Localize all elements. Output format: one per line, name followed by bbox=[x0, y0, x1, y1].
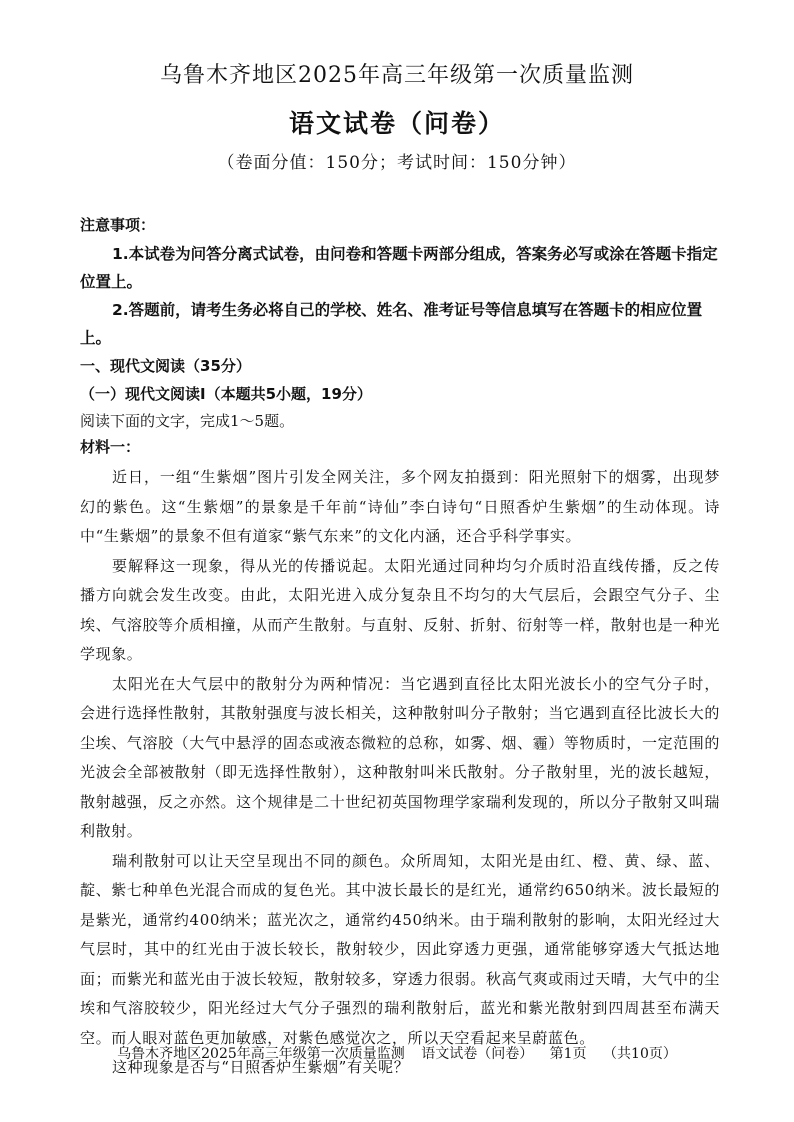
exam-title: 乌鲁木齐地区2025年高三年级第一次质量监测 bbox=[160, 63, 634, 88]
footer-page-total: （共10页） bbox=[603, 1046, 677, 1062]
passage-paragraph-1: 近日，一组“生紫烟”图片引发全网关注，多个网友拍摄到：阳光照射下的烟雾，出现梦幻的紫色。这“生紫烟”的景象是千年前“诗仙”李白诗句“日照香炉生紫烟”的生动体现。诗中“生紫烟”的景象不但有道家“紫气东来”的文化内涵，还合乎科学事实。 bbox=[80, 468, 720, 545]
notice-item-2: 2.答题前，请考生务必将自己的学校、姓名、准考证号等信息填写在答题卡的相应位置上。 bbox=[80, 301, 703, 347]
paper-subtitle: 语文试卷（问卷） bbox=[288, 109, 505, 138]
passage-paragraph-3: 太阳光在大气层中的散射分为两种情况：当它遇到直径比太阳光波长小的空气分子时，会进行选择性散射，其散射强度与波长相关，这种散射叫分子散射；当它遇到直径比波长大的尘埃、气溶胶（大气中悬浮的固态或液态微粒的总称，如雾、烟、霾）等物质时，一定范围的光波会全部被散射（即无选择性散射），这种散射叫米氏散射。分子散射里，光的波长越短，散射越强，反之亦然。这个规律是二十世纪初英国物理学家瑞利发现的，所以分子散射又叫瑞利散射。 bbox=[80, 674, 720, 840]
passage-paragraph-4: 瑞利散射可以让天空呈现出不同的颜色。众所周知，太阳光是由红、橙、黄、绿、蓝、靛、紫七种单色光混合而成的复色光。其中波长最长的是红光，通常约650纳米。波长最短的是紫光，通常约400纳米；蓝光次之，通常约450纳米。由于瑞利散射的影响，太阳光经过大气层时，其中的红光由于波长较长，散射较少，因此穿透力更强，通常能够穿透大气抵达地面；而紫光和蓝光由于波长较短，散射较多，穿透力很弱。秋高气爽或雨过天晴，大气中的尘埃和气溶胶较少，阳光经过大气分子强烈的瑞利散射后，蓝光和紫光散射到四周甚至布满天空。而人眼对蓝色更加敏感，对紫色感觉次之，所以天空看起来呈蔚蓝色。 bbox=[80, 851, 720, 1047]
notice-heading: 注意事项： bbox=[80, 216, 156, 234]
passage-paragraph-5: 这种现象是否与“日照香炉生紫烟”有关呢？ bbox=[112, 1058, 410, 1076]
section-instruction: 阅读下面的文字，完成1～5题。 bbox=[80, 412, 295, 430]
section-subheading: （一）现代文阅读Ⅰ（本题共5小题，19分） bbox=[80, 385, 372, 403]
passage-paragraph-2: 要解释这一现象，得从光的传播说起。太阳光通过同种均匀介质时沿直线传播，反之传播方向就会发生改变。由此，太阳光进入成分复杂且不均匀的大气层后，会跟空气分子、尘埃、气溶胶等介质相撞，从而产生散射。与直射、反射、折射、衍射等一样，散射也是一种光学现象。 bbox=[80, 556, 720, 663]
section-heading: 一、现代文阅读（35分） bbox=[80, 357, 251, 375]
material-label: 材料一： bbox=[80, 438, 141, 456]
footer-page-number: 第1页 bbox=[549, 1046, 587, 1062]
score-time-info: （卷面分值：150分；考试时间：150分钟） bbox=[217, 153, 577, 173]
footer-paper-name: 语文试卷（问卷） bbox=[421, 1046, 534, 1062]
footer-exam-name: 乌鲁木齐地区2025年高三年级第一次质量监测 bbox=[117, 1046, 405, 1062]
page-footer bbox=[0, 1043, 794, 1063]
reading-passage bbox=[80, 463, 720, 1083]
notice-item-1: 1.本试卷为问答分离式试卷，由问卷和答题卡两部分组成，答案务必写或涂在答题卡指定位置上。 bbox=[80, 245, 718, 291]
